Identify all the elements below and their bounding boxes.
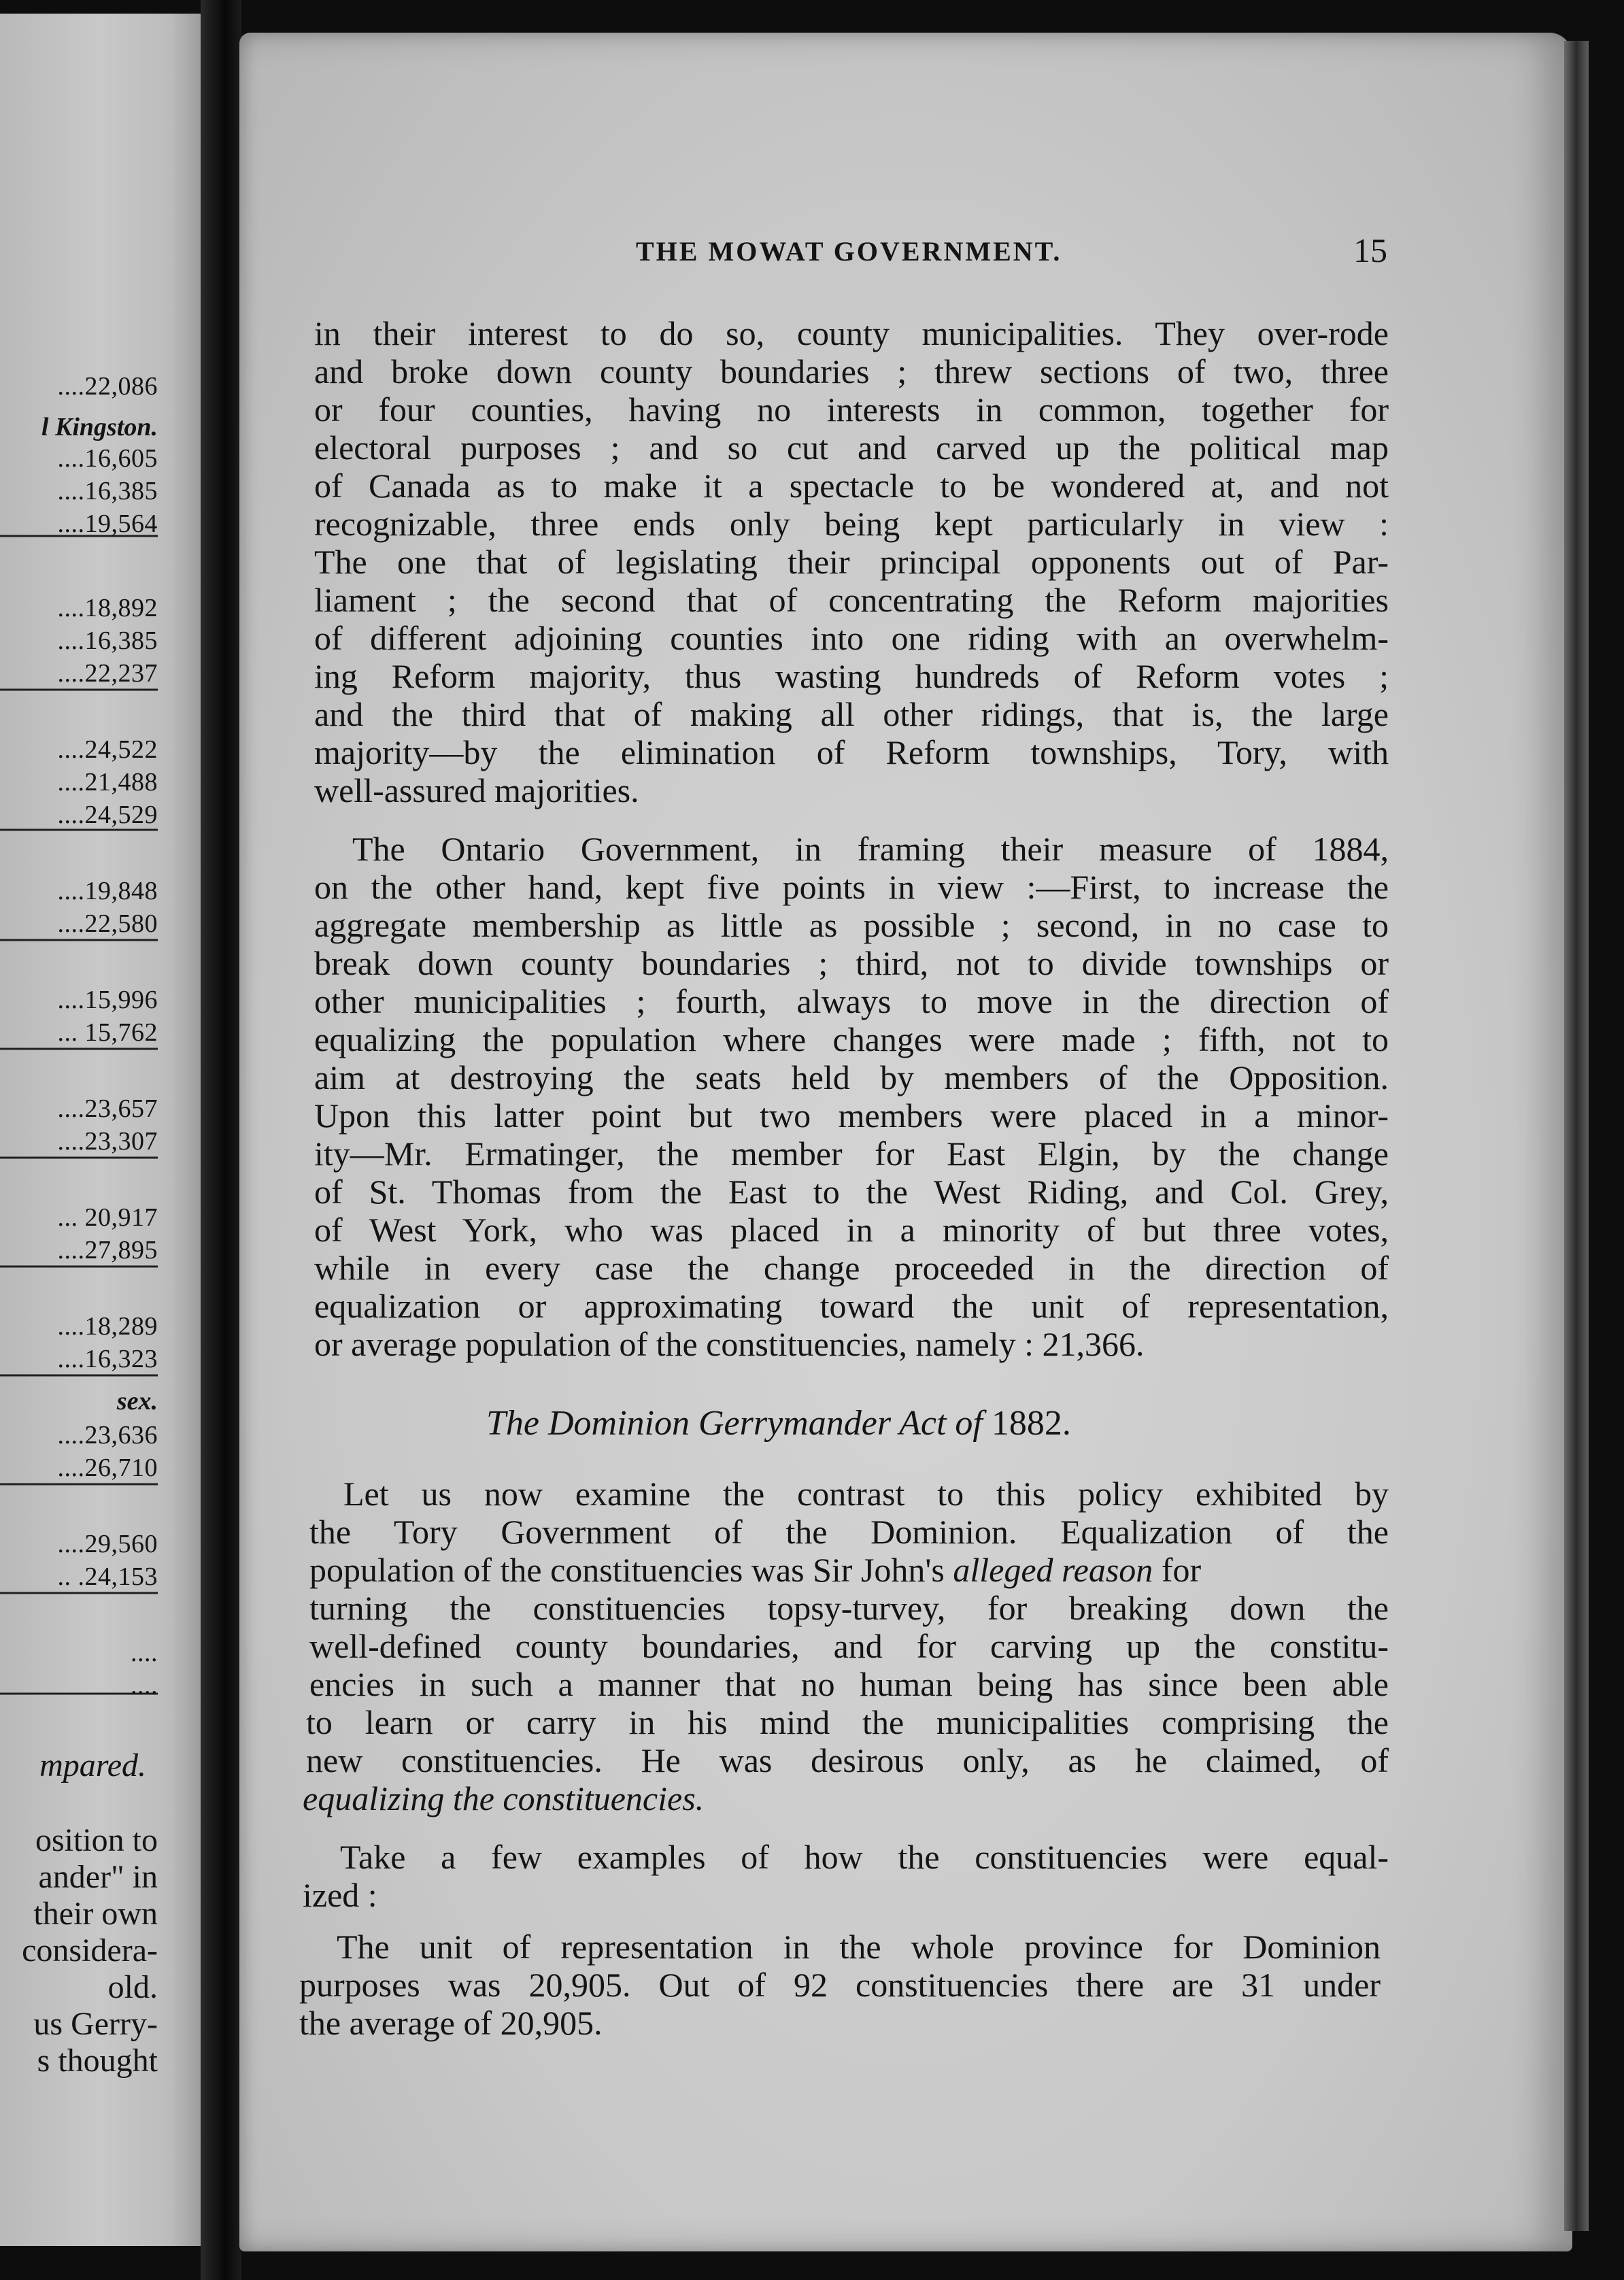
- text-line: on the other hand, kept five points in view :—First, to increase the: [314, 868, 1389, 906]
- left-value: ....19,564: [57, 509, 158, 538]
- running-head: THE MOWAT GOVERNMENT.: [636, 236, 1062, 267]
- text-line: ing Reform majority, thus wasting hundreds of Reform votes ;: [314, 657, 1389, 695]
- text-line: well-defined county boundaries, and for carving up the constitu-: [309, 1627, 1389, 1665]
- left-value: ....: [131, 1671, 158, 1700]
- text-line: new constituencies. He was desirous only, as he claimed, of: [306, 1741, 1389, 1779]
- text-line: of different adjoining counties into one riding with an overwhelm-: [314, 619, 1389, 657]
- left-value: ....19,848: [57, 877, 158, 905]
- section-heading-year: 1882.: [991, 1404, 1071, 1443]
- left-value: ....16,385: [57, 477, 158, 505]
- left-label-essex: sex.: [116, 1387, 158, 1415]
- text-fragment: population of the constituencies was Sir John's: [309, 1551, 945, 1589]
- left-value: ....27,895: [57, 1236, 158, 1264]
- left-value: .. .24,153: [57, 1562, 158, 1591]
- text-line: the Tory Government of the Dominion. Equalization of the: [309, 1513, 1389, 1551]
- left-value: ....26,710: [57, 1454, 158, 1482]
- left-text-line: ander" in: [38, 1859, 158, 1895]
- text-line: [309, 1551, 1389, 1589]
- text-line: The unit of representation in the whole province for Dominion: [337, 1928, 1381, 1966]
- text-line: The Ontario Government, in framing their measure of 1884,: [352, 830, 1389, 868]
- text-line: ity—Mr. Ermatinger, the member for East Elgin, by the change: [314, 1135, 1389, 1173]
- left-text-line: old.: [107, 1969, 158, 2005]
- page-number: 15: [1353, 231, 1387, 269]
- text-line: in their interest to do so, county municipalities. They over-rode: [314, 314, 1389, 352]
- text-line: of West York, who was placed in a minority of but three votes,: [314, 1211, 1389, 1249]
- text-line: recognizable, three ends only being kept particularly in view :: [314, 505, 1389, 543]
- section-heading: [486, 1404, 1071, 1443]
- left-heading-compared: mpared.: [39, 1747, 146, 1783]
- text-fragment: for: [1161, 1551, 1202, 1589]
- left-value: ... 20,917: [57, 1203, 158, 1232]
- text-line: equalization or approximating toward the unit of representation,: [314, 1287, 1389, 1325]
- left-value: ....16,605: [57, 444, 158, 473]
- section-heading-title: The Dominion Gerrymander Act of: [486, 1404, 983, 1443]
- text-line: electoral purposes ; and so cut and carved up the political map: [314, 429, 1389, 467]
- text-line: break down county boundaries ; third, not to divide townships or: [314, 944, 1389, 982]
- left-text-line: considera-: [22, 1932, 158, 1968]
- text-line: purposes was 20,905. Out of 92 constituencies there are 31 under: [299, 1966, 1381, 2004]
- previous-page-fragment: [0, 14, 201, 2246]
- left-value: ....23,307: [57, 1127, 158, 1156]
- left-text-line: s thought: [37, 2043, 158, 2079]
- text-line: or four counties, having no interests in common, together for: [314, 390, 1389, 429]
- left-value: ....22,580: [57, 909, 158, 938]
- left-value: ... 15,762: [57, 1018, 158, 1047]
- text-line: of St. Thomas from the East to the West Riding, and Col. Grey,: [314, 1173, 1389, 1211]
- page-edge: [1564, 41, 1589, 2231]
- text-line: liament ; the second that of concentrating the Reform majorities: [314, 581, 1389, 619]
- text-line: of Canada as to make it a spectacle to be wondered at, and not: [314, 467, 1389, 505]
- emphasis-alleged-reason: alleged reason: [953, 1551, 1153, 1589]
- left-text-line: their own: [33, 1896, 158, 1932]
- text-line: aggregate membership as little as possible ; second, in no case to: [314, 906, 1389, 944]
- left-value: ....23,657: [57, 1094, 158, 1123]
- left-value: ....: [131, 1639, 158, 1667]
- left-value: ....18,289: [57, 1312, 158, 1341]
- text-line: while in every case the change proceeded in the direction of: [314, 1249, 1389, 1287]
- text-line: other municipalities ; fourth, always to move in the direction of: [314, 982, 1389, 1020]
- left-value: ....24,529: [57, 801, 158, 829]
- left-text-line: us Gerry-: [33, 2006, 158, 2042]
- text-line: Take a few examples of how the constituencies were equal-: [340, 1838, 1389, 1876]
- text-line: and the third that of making all other ridings, that is, the large: [314, 695, 1389, 733]
- left-value: ....16,323: [57, 1345, 158, 1373]
- left-value: ....21,488: [57, 768, 158, 797]
- left-value: ....23,636: [57, 1421, 158, 1449]
- left-value: ....29,560: [57, 1530, 158, 1558]
- text-line: The one that of legislating their principal opponents out of Par-: [314, 543, 1389, 581]
- text-line: ized :: [303, 1876, 377, 1914]
- left-value: ....22,237: [57, 659, 158, 688]
- text-line: or average population of the constituencies, namely : 21,366.: [314, 1325, 1145, 1363]
- left-value: ....15,996: [57, 986, 158, 1014]
- text-line: to learn or carry in his mind the municipalities comprising the: [306, 1703, 1389, 1741]
- left-value: ....18,892: [57, 594, 158, 622]
- text-line: the average of 20,905.: [299, 2004, 603, 2042]
- left-value: ....24,522: [57, 735, 158, 764]
- book-gutter: [201, 0, 241, 2280]
- text-line: aim at destroying the seats held by members of the Opposition.: [314, 1058, 1389, 1096]
- text-line: and broke down county boundaries ; threw sections of two, three: [314, 352, 1389, 390]
- text-line: equalizing the constituencies.: [303, 1779, 705, 1817]
- left-text-line: osition to: [35, 1822, 158, 1858]
- text-line: majority—by the elimination of Reform townships, Tory, with: [314, 733, 1389, 771]
- text-line: Let us now examine the contrast to this policy exhibited by: [343, 1475, 1389, 1513]
- left-value: ....16,385: [57, 626, 158, 655]
- text-line: turning the constituencies topsy-turvey, for breaking down the: [309, 1589, 1389, 1627]
- text-line: equalizing the population where changes were made ; fifth, not to: [314, 1020, 1389, 1058]
- text-line: well-assured majorities.: [314, 771, 639, 809]
- left-label-kingston: l Kingston.: [41, 413, 158, 441]
- text-line: encies in such a manner that no human being has since been able: [309, 1665, 1389, 1703]
- text-line: Upon this latter point but two members were placed in a minor-: [314, 1096, 1389, 1135]
- left-value: ....22,086: [57, 372, 158, 401]
